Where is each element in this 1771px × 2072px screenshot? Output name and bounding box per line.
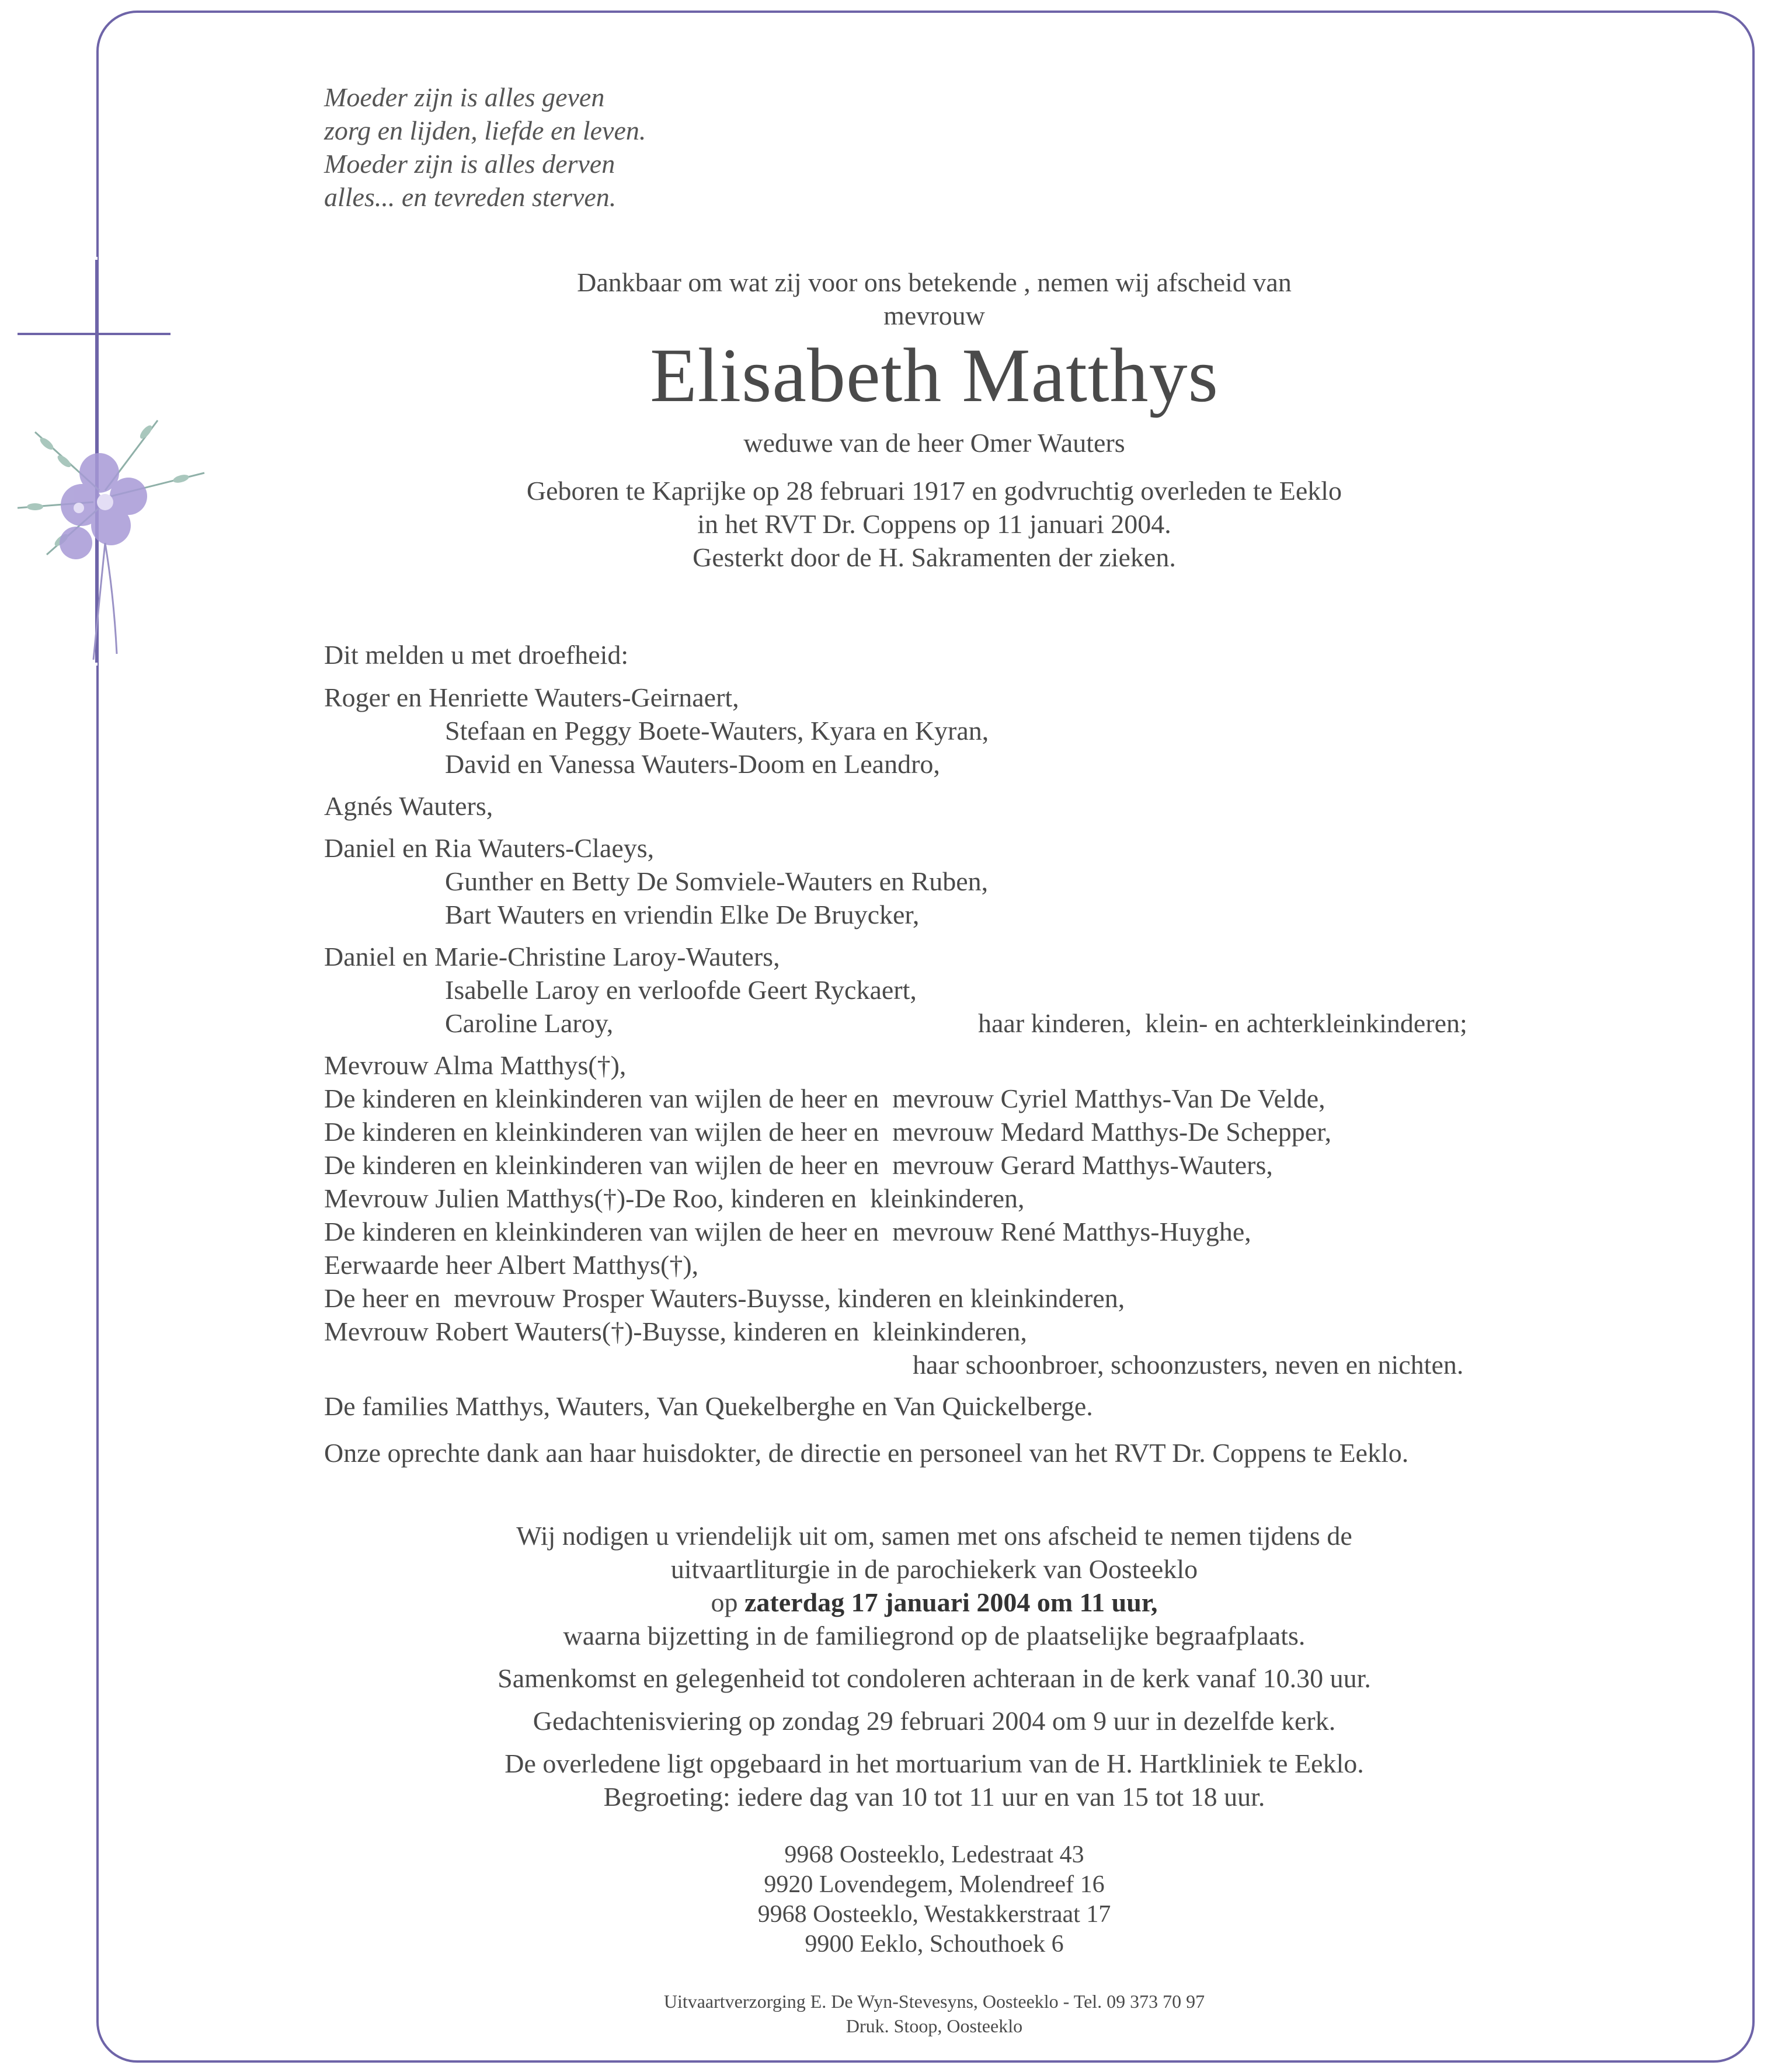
condolence-line: Samenkomst en gelegenheid tot condoleren achteraan in de kerk vanaf 10.30 uur. [497,1663,1371,1693]
family-line: De kinderen en kleinkinderen van wijlen de heer en mevrouw Medard Matthys-De Schepper, [324,1117,1332,1147]
family-relation: haar kinderen, klein- en achterkleinkinderen; [978,1008,1467,1038]
addresses [350,1840,1518,1959]
intro [350,266,1518,332]
family-line: De kinderen en kleinkinderen van wijlen de heer en mevrouw René Matthys-Huyghe, [324,1217,1251,1246]
birth-line: Geboren te Kaprijke op 28 februari 1917 en godvruchtig overleden te Eeklo [526,476,1342,506]
announce-text: Dit melden u met droefheid: [324,640,629,670]
intro-line: mevrouw [883,301,985,330]
ceremony-date: zaterdag 17 januari 2004 om 11 uur, [744,1587,1158,1617]
family-line: Stefaan en Peggy Boete-Wauters, Kyara en Kyran, [445,716,989,746]
families-line: De families Matthys, Wauters, Van Quekelberghe en Van Quickelberge. [324,1391,1093,1421]
deceased-name: Elisabeth Matthys [650,332,1219,418]
intro-line: Dankbaar om wat zij voor ons betekende , nemen wij afscheid van [577,267,1292,297]
birth-death-info [350,474,1518,574]
memorial-line: Gedachtenisviering op zondag 29 februari 2004 om 9 uur in dezelfde kerk. [533,1706,1336,1736]
family-line: De heer en mevrouw Prosper Wauters-Buysse, kinderen en kleinkinderen, [324,1283,1125,1313]
family-line: Mevrouw Alma Matthys(†), [324,1050,627,1080]
printer: Druk. Stoop, Oosteeklo [846,2015,1023,2036]
family-line: Eerwaarde heer Albert Matthys(†), [324,1250,699,1280]
ceremony-line: Wij nodigen u vriendelijk uit om, samen met ons afscheid te nemen tijdens de [516,1521,1352,1551]
family-line: Roger en Henriette Wauters-Geirnaert, [324,682,739,712]
birth-line: Gesterkt door de H. Sakramenten der zieken. [693,542,1176,572]
family-line: De kinderen en kleinkinderen van wijlen de heer en mevrouw Gerard Matthys-Wauters, [324,1150,1273,1180]
footer [350,1989,1518,2038]
cross-horizontal [18,333,171,335]
family-line: Daniel en Ria Wauters-Claeys, [324,833,655,863]
address-line: 9968 Oosteeklo, Ledestraat 43 [784,1841,1084,1868]
visiting-hours-line: Begroeting: iedere dag van 10 tot 11 uur en van 15 tot 18 uur. [603,1782,1265,1812]
poem-line: zorg en lijden, liefde en leven. [324,116,646,145]
poem-line: alles... en tevreden sterven. [324,182,617,212]
ceremony-line: uitvaartliturgie in de parochiekerk van Oosteeklo [670,1554,1198,1584]
ceremony-date-line [350,1586,1518,1619]
family-line: Gunther en Betty De Somviele-Wauters en Ruben, [445,866,989,896]
birth-line: in het RVT Dr. Coppens op 11 januari 2004. [697,509,1171,539]
address-line: 9968 Oosteeklo, Westakkerstraat 17 [757,1901,1111,1928]
poem-line: Moeder zijn is alles geven [324,82,605,112]
family-line: David en Vanessa Wauters-Doom en Leandro, [445,749,940,779]
family-line: Caroline Laroy, [445,1008,614,1038]
family-line: Bart Wauters en vriendin Elke De Bruycker, [445,900,920,929]
address-line: 9920 Lovendegem, Molendreef 16 [764,1871,1105,1898]
poem-line: Moeder zijn is alles derven [324,149,615,179]
family-line: Agnés Wauters, [324,791,493,821]
family-line: De kinderen en kleinkinderen van wijlen de heer en mevrouw Cyriel Matthys-Van De Velde, [324,1084,1325,1113]
thanks-line: Onze oprechte dank aan haar huisdokter, de directie en personeel van het RVT Dr. Coppens te Eeklo. [324,1438,1409,1468]
mortuary-line: De overledene ligt opgebaard in het mortuarium van de H. Hartkliniek te Eeklo. [504,1749,1364,1778]
flower-bouquet-image [12,409,210,666]
family-line: Mevrouw Julien Matthys(†)-De Roo, kinderen en kleinkinderen, [324,1183,1025,1213]
address-line: 9900 Eeklo, Schouthoek 6 [805,1931,1064,1958]
ceremony-date-prefix: op [711,1587,744,1617]
family-line: Mevrouw Robert Wauters(†)-Buysse, kinderen en kleinkinderen, [324,1317,1027,1346]
ceremony-info [350,1519,1518,1813]
family-line: Daniel en Marie-Christine Laroy-Wauters, [324,942,780,971]
widow-line: weduwe van de heer Omer Wauters [743,428,1125,458]
family-line: Isabelle Laroy en verloofde Geert Ryckaert, [445,975,917,1005]
funeral-director: Uitvaartverzorging E. De Wyn-Stevesyns, Oosteeklo - Tel. 09 373 70 97 [663,1991,1205,2012]
poem [324,81,646,214]
ceremony-line: waarna bijzetting in de familiegrond op de plaatselijke begraafplaats. [563,1621,1306,1650]
family-relation: haar schoonbroer, schoonzusters, neven en nichten. [913,1350,1464,1380]
